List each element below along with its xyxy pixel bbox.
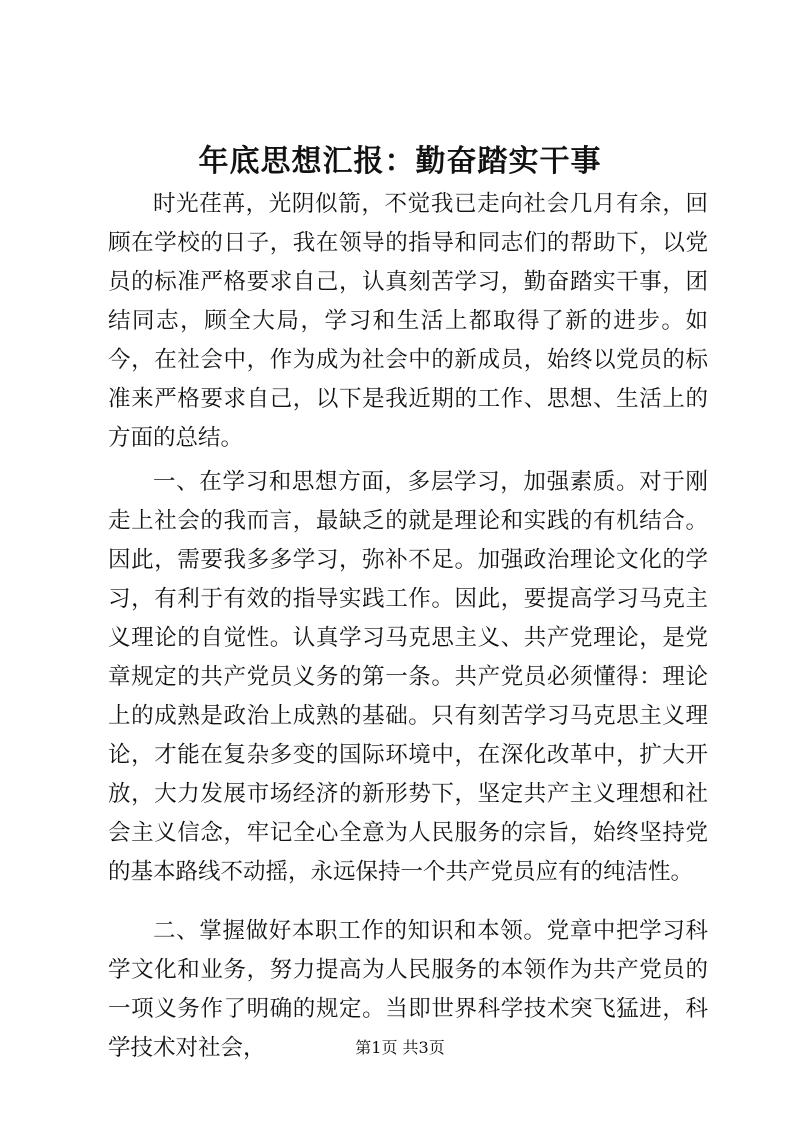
document-title: 年底思想汇报：勤奋踏实干事 bbox=[198, 144, 602, 179]
paragraph-job-skills: 二、掌握做好本职工作的知识和本领。党章中把学习科学文化和业务，努力提高为人民服务的本领作为共产党员的一项义务作了明确的规定。当即世界科学技术突飞猛进，科学技术对社会， bbox=[108, 918, 708, 1061]
paragraph-study-thought: 一、在学习和思想方面，多层学习，加强素质。对于刚走上社会的我而言，最缺乏的就是理论和实践的有机结合。因此，需要我多多学习，弥补不足。加强政治理论文化的学习，有利于有效的指导实践工作。因此，要提高学习马克主义理论的自觉性。认真学习马克思主义、共产党理论，是党章规定的共产党员义务的第一条。共产党员必须懂得：理论上的成熟是政治上成熟的基础。只有刻苦学习马克思主义理论，才能在复杂多变的国际环境中，在深化改革中，扩大开放，大力发展市场经济的新形势下，坚定共产主义理想和社会主义信念，牢记全心全意为人民服务的宗旨，始终坚持党的基本路线不动摇，永远保持一个共产党员应有的纯洁性。 bbox=[108, 469, 708, 885]
page-number-footer: 第1页 共3页 bbox=[355, 1038, 445, 1057]
document-body bbox=[108, 185, 708, 1068]
paragraph-intro: 时光荏苒，光阴似箭，不觉我已走向社会几月有余，回顾在学校的日子，我在领导的指导和同志们的帮助下，以党员的标准严格要求自己，认真刻苦学习，勤奋踏实干事，团结同志，顾全大局，学习和生活上都取得了新的进步。如今，在社会中，作为成为社会中的新成员，始终以党员的标准来严格要求自己，以下是我近期的工作、思想、生活上的方面的总结。 bbox=[108, 191, 708, 451]
